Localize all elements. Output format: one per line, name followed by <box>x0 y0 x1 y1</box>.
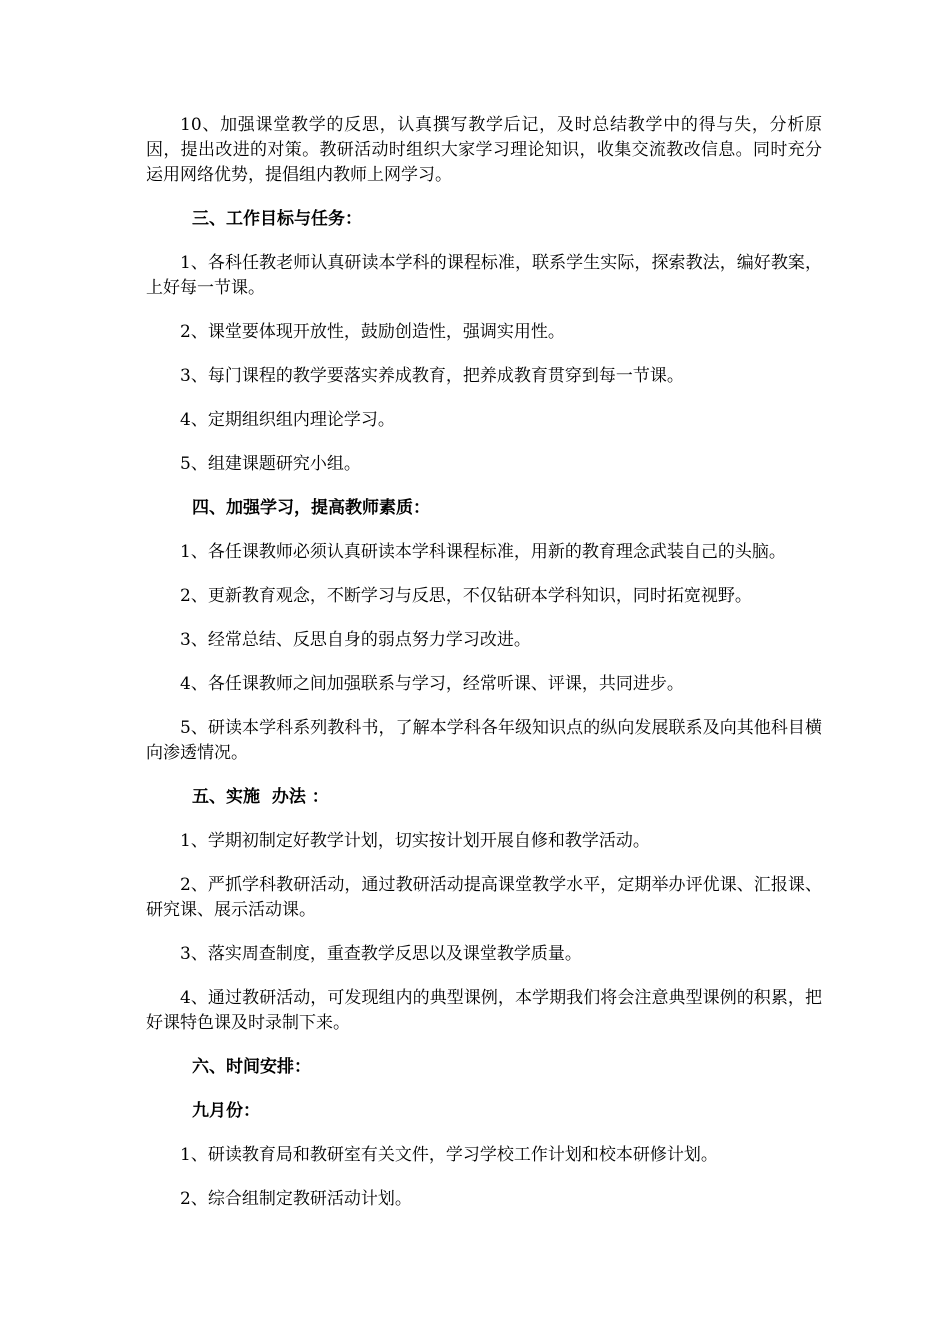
study-item-5: 5、研读本学科系列教科书，了解本学科各年级知识点的纵向发展联系及向其他科目横向渗透情况。 <box>146 718 822 763</box>
september-item-1: 1、研读教育局和教研室有关文件，学习学校工作计划和校本研修计划。 <box>180 1145 718 1165</box>
method-item-4: 4、通过教研活动，可发现组内的典型课例，本学期我们将会注意典型课例的积累，把好课特色课及时录制下来。 <box>146 988 822 1033</box>
document-page <box>146 113 822 1231</box>
goal-item-1: 1、各科任教老师认真研读本学科的课程标准，联系学生实际，探索教法，编好教案，上好每一节课。 <box>146 253 822 298</box>
goal-item-5: 5、组建课题研究小组。 <box>180 454 361 474</box>
study-item-1: 1、各任课教师必须认真研读本学科课程标准，用新的教育理念武装自己的头脑。 <box>180 542 786 562</box>
september-item-2: 2、综合组制定教研活动计划。 <box>180 1189 412 1209</box>
method-item-2: 2、严抓学科教研活动，通过教研活动提高课堂教学水平，定期举办评优课、汇报课、研究课、展示活动课。 <box>146 875 822 920</box>
study-item-2: 2、更新教育观念，不断学习与反思，不仅钻研本学科知识，同时拓宽视野。 <box>180 586 752 606</box>
method-item-3: 3、落实周查制度，重查教学反思以及课堂教学质量。 <box>180 944 582 964</box>
goal-item-4: 4、定期组织组内理论学习。 <box>180 410 395 430</box>
method-item-1: 1、学期初制定好教学计划，切实按计划开展自修和教学活动。 <box>180 831 650 851</box>
goal-item-3: 3、每门课程的教学要落实养成教育，把养成教育贯穿到每一节课。 <box>180 366 684 386</box>
paragraph-item-10: 10、加强课堂教学的反思，认真撰写教学后记，及时总结教学中的得与失，分析原因，提出改进的对策。教研活动时组织大家学习理论知识，收集交流教改信息。同时充分运用网络优势，提倡组内教师上网学习。 <box>146 115 822 185</box>
month-heading-september: 九月份： <box>192 1101 260 1121</box>
study-item-4: 4、各任课教师之间加强联系与学习，经常听课、评课，共同进步。 <box>180 674 684 694</box>
section-heading-schedule: 六、时间安排： <box>192 1057 311 1077</box>
section-heading-goals: 三、工作目标与任务： <box>192 209 362 229</box>
study-item-3: 3、经常总结、反思自身的弱点努力学习改进。 <box>180 630 531 650</box>
goal-item-2: 2、课堂要体现开放性，鼓励创造性，强调实用性。 <box>180 322 565 342</box>
section-heading-study: 四、加强学习，提高教师素质： <box>192 498 430 518</box>
section-heading-methods: 五、实施 办法 ： <box>192 787 329 807</box>
